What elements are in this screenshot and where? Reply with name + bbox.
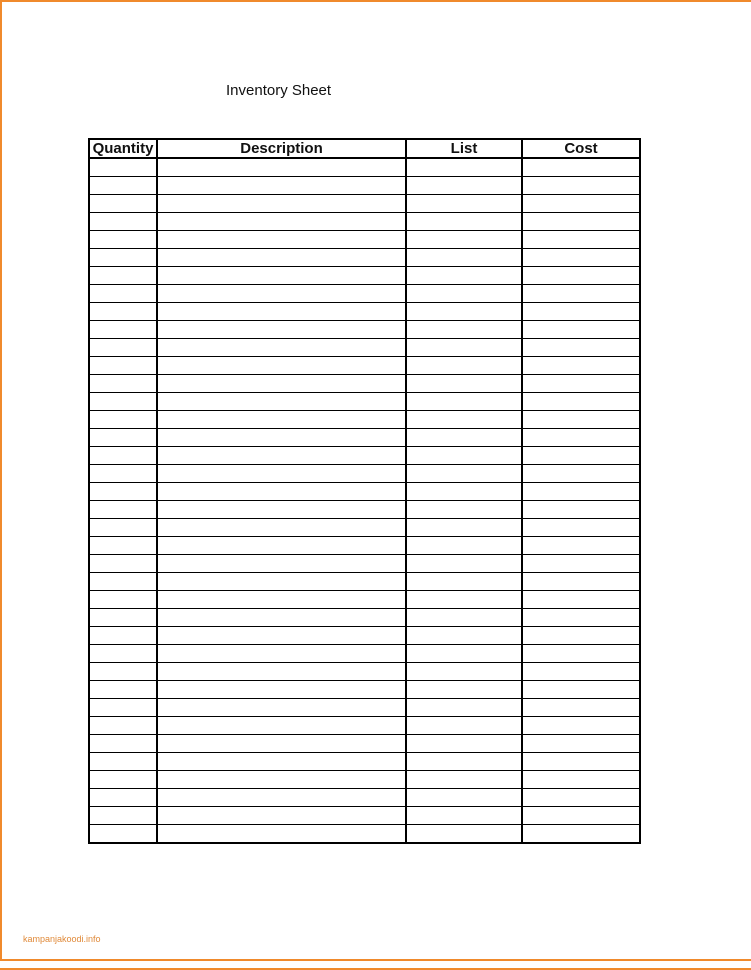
cell-quantity[interactable]	[89, 789, 157, 807]
cell-quantity[interactable]	[89, 519, 157, 537]
cell-quantity[interactable]	[89, 465, 157, 483]
table-row	[89, 339, 640, 357]
cell-description[interactable]	[157, 321, 406, 339]
cell-quantity[interactable]	[89, 447, 157, 465]
header-list: List	[406, 139, 522, 158]
table-row	[89, 717, 640, 735]
cell-cost[interactable]	[522, 627, 640, 645]
cell-description[interactable]	[157, 375, 406, 393]
cell-description[interactable]	[157, 609, 406, 627]
cell-list[interactable]	[406, 303, 522, 321]
table-row	[89, 537, 640, 555]
cell-quantity[interactable]	[89, 699, 157, 717]
table-row	[89, 158, 640, 177]
cell-description[interactable]	[157, 213, 406, 231]
table-row	[89, 411, 640, 429]
cell-cost[interactable]	[522, 195, 640, 213]
cell-list[interactable]	[406, 627, 522, 645]
watermark: kampanjakoodi.info	[23, 934, 101, 944]
cell-quantity[interactable]	[89, 645, 157, 663]
table-row	[89, 519, 640, 537]
cell-cost[interactable]	[522, 303, 640, 321]
cell-list[interactable]	[406, 663, 522, 681]
cell-cost[interactable]	[522, 447, 640, 465]
cell-list[interactable]	[406, 609, 522, 627]
table-row	[89, 807, 640, 825]
header-cost: Cost	[522, 139, 640, 158]
table-row	[89, 303, 640, 321]
cell-list[interactable]	[406, 519, 522, 537]
cell-quantity[interactable]	[89, 681, 157, 699]
cell-quantity[interactable]	[89, 249, 157, 267]
cell-quantity[interactable]	[89, 267, 157, 285]
table-row	[89, 789, 640, 807]
cell-description[interactable]	[157, 429, 406, 447]
table-row	[89, 591, 640, 609]
cell-quantity[interactable]	[89, 591, 157, 609]
table-row	[89, 375, 640, 393]
cell-description[interactable]	[157, 537, 406, 555]
header-quantity: Quantity	[89, 139, 157, 158]
table-row	[89, 771, 640, 789]
cell-description[interactable]	[157, 663, 406, 681]
cell-description[interactable]	[157, 393, 406, 411]
cell-quantity[interactable]	[89, 339, 157, 357]
table-row	[89, 627, 640, 645]
cell-description[interactable]	[157, 591, 406, 609]
sheet-title: Inventory Sheet	[226, 82, 332, 99]
cell-description[interactable]	[157, 501, 406, 519]
cell-description[interactable]	[157, 285, 406, 303]
cell-quantity[interactable]	[89, 393, 157, 411]
cell-cost[interactable]	[522, 267, 640, 285]
cell-list[interactable]	[406, 699, 522, 717]
cell-quantity[interactable]	[89, 573, 157, 591]
table-row	[89, 249, 640, 267]
header-description: Description	[157, 139, 406, 158]
cell-description[interactable]	[157, 771, 406, 789]
cell-quantity[interactable]	[89, 375, 157, 393]
cell-cost[interactable]	[522, 825, 640, 844]
cell-description[interactable]	[157, 555, 406, 573]
table-row	[89, 609, 640, 627]
cell-description[interactable]	[157, 195, 406, 213]
cell-list[interactable]	[406, 375, 522, 393]
cell-cost[interactable]	[522, 158, 640, 177]
cell-list[interactable]	[406, 717, 522, 735]
cell-quantity[interactable]	[89, 177, 157, 195]
cell-cost[interactable]	[522, 609, 640, 627]
cell-quantity[interactable]	[89, 771, 157, 789]
cell-cost[interactable]	[522, 717, 640, 735]
cell-list[interactable]	[406, 249, 522, 267]
cell-quantity[interactable]	[89, 627, 157, 645]
cell-quantity[interactable]	[89, 663, 157, 681]
cell-quantity[interactable]	[89, 825, 157, 844]
cell-list[interactable]	[406, 483, 522, 501]
inventory-table	[88, 138, 641, 844]
cell-quantity[interactable]	[89, 429, 157, 447]
cell-list[interactable]	[406, 501, 522, 519]
cell-list[interactable]	[406, 753, 522, 771]
cell-quantity[interactable]	[89, 357, 157, 375]
cell-description[interactable]	[157, 249, 406, 267]
table-row	[89, 663, 640, 681]
cell-quantity[interactable]	[89, 555, 157, 573]
cell-quantity[interactable]	[89, 285, 157, 303]
cell-description[interactable]	[157, 825, 406, 844]
cell-cost[interactable]	[522, 177, 640, 195]
cell-description[interactable]	[157, 645, 406, 663]
table-row	[89, 447, 640, 465]
cell-description[interactable]	[157, 447, 406, 465]
cell-quantity[interactable]	[89, 537, 157, 555]
cell-list[interactable]	[406, 573, 522, 591]
cell-description[interactable]	[157, 699, 406, 717]
cell-description[interactable]	[157, 753, 406, 771]
cell-description[interactable]	[157, 627, 406, 645]
cell-description[interactable]	[157, 807, 406, 825]
table-row	[89, 465, 640, 483]
cell-quantity[interactable]	[89, 501, 157, 519]
table-row	[89, 213, 640, 231]
cell-description[interactable]	[157, 267, 406, 285]
cell-list[interactable]	[406, 285, 522, 303]
cell-list[interactable]	[406, 681, 522, 699]
cell-list[interactable]	[406, 357, 522, 375]
cell-list[interactable]	[406, 825, 522, 844]
cell-cost[interactable]	[522, 393, 640, 411]
cell-cost[interactable]	[522, 321, 640, 339]
cell-cost[interactable]	[522, 699, 640, 717]
table-row	[89, 357, 640, 375]
cell-description[interactable]	[157, 231, 406, 249]
cell-quantity[interactable]	[89, 753, 157, 771]
cell-list[interactable]	[406, 465, 522, 483]
cell-cost[interactable]	[522, 483, 640, 501]
cell-description[interactable]	[157, 177, 406, 195]
cell-list[interactable]	[406, 555, 522, 573]
cell-list[interactable]	[406, 393, 522, 411]
cell-quantity[interactable]	[89, 717, 157, 735]
table-row	[89, 231, 640, 249]
cell-cost[interactable]	[522, 501, 640, 519]
table-row	[89, 483, 640, 501]
table-row	[89, 555, 640, 573]
cell-list[interactable]	[406, 645, 522, 663]
cell-description[interactable]	[157, 303, 406, 321]
cell-cost[interactable]	[522, 753, 640, 771]
cell-cost[interactable]	[522, 681, 640, 699]
table-row	[89, 285, 640, 303]
cell-list[interactable]	[406, 807, 522, 825]
table-row	[89, 753, 640, 771]
cell-cost[interactable]	[522, 789, 640, 807]
cell-list[interactable]	[406, 158, 522, 177]
cell-description[interactable]	[157, 789, 406, 807]
cell-description[interactable]	[157, 483, 406, 501]
header-row	[89, 139, 640, 158]
cell-cost[interactable]	[522, 231, 640, 249]
cell-cost[interactable]	[522, 285, 640, 303]
cell-description[interactable]	[157, 519, 406, 537]
table-row	[89, 267, 640, 285]
cell-list[interactable]	[406, 213, 522, 231]
table-row	[89, 825, 640, 844]
cell-cost[interactable]	[522, 429, 640, 447]
cell-cost[interactable]	[522, 411, 640, 429]
cell-quantity[interactable]	[89, 213, 157, 231]
table-row	[89, 501, 640, 519]
cell-cost[interactable]	[522, 663, 640, 681]
cell-list[interactable]	[406, 231, 522, 249]
table-row	[89, 681, 640, 699]
table-row	[89, 429, 640, 447]
table-row	[89, 735, 640, 753]
cell-cost[interactable]	[522, 249, 640, 267]
cell-quantity[interactable]	[89, 483, 157, 501]
cell-list[interactable]	[406, 447, 522, 465]
table-row	[89, 573, 640, 591]
cell-description[interactable]	[157, 735, 406, 753]
cell-cost[interactable]	[522, 807, 640, 825]
table-row	[89, 195, 640, 213]
cell-list[interactable]	[406, 537, 522, 555]
cell-quantity[interactable]	[89, 807, 157, 825]
table-row	[89, 699, 640, 717]
cell-list[interactable]	[406, 789, 522, 807]
cell-description[interactable]	[157, 357, 406, 375]
cell-description[interactable]	[157, 465, 406, 483]
cell-list[interactable]	[406, 267, 522, 285]
cell-cost[interactable]	[522, 735, 640, 753]
cell-list[interactable]	[406, 411, 522, 429]
cell-cost[interactable]	[522, 591, 640, 609]
cell-cost[interactable]	[522, 555, 640, 573]
cell-cost[interactable]	[522, 213, 640, 231]
cell-cost[interactable]	[522, 519, 640, 537]
cell-quantity[interactable]	[89, 158, 157, 177]
cell-quantity[interactable]	[89, 609, 157, 627]
cell-cost[interactable]	[522, 537, 640, 555]
cell-quantity[interactable]	[89, 321, 157, 339]
cell-cost[interactable]	[522, 771, 640, 789]
cell-list[interactable]	[406, 771, 522, 789]
cell-cost[interactable]	[522, 339, 640, 357]
cell-cost[interactable]	[522, 465, 640, 483]
cell-list[interactable]	[406, 339, 522, 357]
cell-cost[interactable]	[522, 573, 640, 591]
cell-description[interactable]	[157, 573, 406, 591]
cell-description[interactable]	[157, 339, 406, 357]
cell-cost[interactable]	[522, 375, 640, 393]
cell-quantity[interactable]	[89, 735, 157, 753]
table-row	[89, 321, 640, 339]
table-row	[89, 177, 640, 195]
cell-quantity[interactable]	[89, 411, 157, 429]
cell-quantity[interactable]	[89, 303, 157, 321]
cell-cost[interactable]	[522, 645, 640, 663]
cell-list[interactable]	[406, 195, 522, 213]
cell-description[interactable]	[157, 158, 406, 177]
cell-list[interactable]	[406, 591, 522, 609]
cell-quantity[interactable]	[89, 231, 157, 249]
cell-quantity[interactable]	[89, 195, 157, 213]
table-row	[89, 393, 640, 411]
cell-list[interactable]	[406, 735, 522, 753]
cell-cost[interactable]	[522, 357, 640, 375]
table-row	[89, 645, 640, 663]
cell-list[interactable]	[406, 429, 522, 447]
cell-description[interactable]	[157, 411, 406, 429]
cell-description[interactable]	[157, 681, 406, 699]
cell-list[interactable]	[406, 321, 522, 339]
cell-list[interactable]	[406, 177, 522, 195]
cell-description[interactable]	[157, 717, 406, 735]
